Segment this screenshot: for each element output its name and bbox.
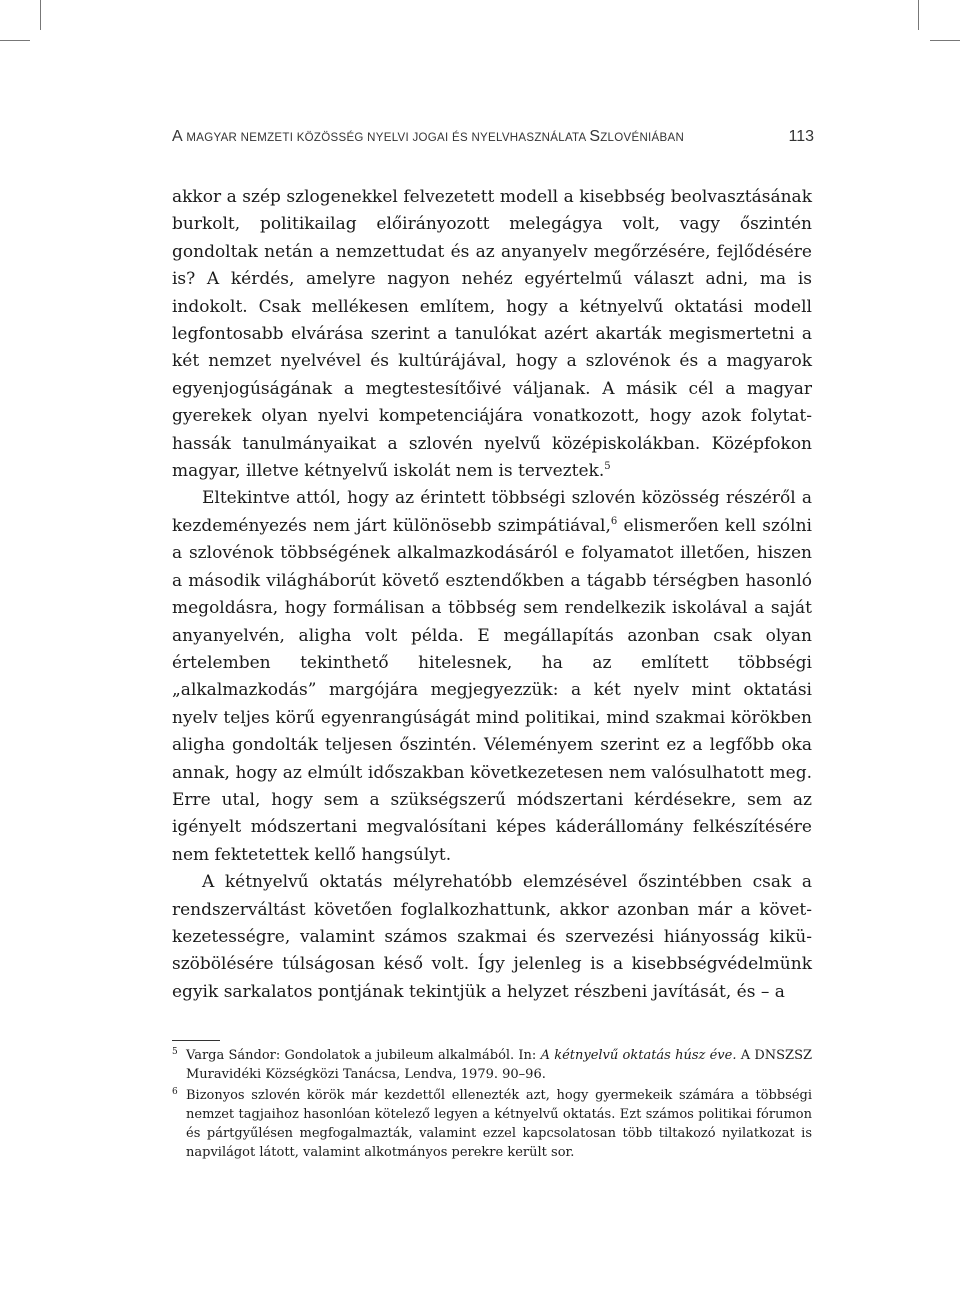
crop-mark-top-left — [40, 0, 41, 30]
body-text — [172, 184, 812, 1006]
paragraph-2-text-a: Eltekintve attól, hogy az érintett többségi szlovén közösség részéről a kezdeményezés nem járt különösebb szimpátiával, — [172, 488, 812, 536]
running-head-part-2: ZLOVÉNIÁBAN — [600, 132, 685, 144]
footnote-title-italic: A kétnyelvű oktatás húsz éve. — [540, 1048, 737, 1063]
running-head-capital: S — [589, 128, 601, 145]
footnote-text: Varga Sándor: Gondolatok a jubileum alkalmából. In: — [186, 1048, 541, 1063]
footnote-5 — [172, 1046, 812, 1085]
footnote-number: 6 — [172, 1086, 178, 1097]
running-head-initial: A — [172, 128, 183, 145]
paragraph-2 — [172, 485, 812, 869]
footnote-text-tail: A DNSZSZ Muravidéki Községközi Tanácsa, Lendva, 1979. 90–96. — [186, 1048, 813, 1083]
footnote-divider — [172, 1040, 220, 1041]
footnote-ref-6[interactable]: 6 — [610, 515, 618, 527]
footnote-number: 5 — [172, 1047, 178, 1057]
footnote-ref-5[interactable]: 5 — [604, 461, 611, 473]
paragraph-1 — [172, 184, 812, 485]
paragraph-1-text: akkor a szép szlogenekkel felvezetett modell a kisebbség beolvasztásának burkolt, politikailag előirányozott melegágya volt, vagy őszintén gondoltak netán a nemzettudat és az anyanyelv megőrzésére, fejlődésére is? A kérdés, amelyre nagyon nehéz egyértelmű választ adni, ma is indokolt. Csak mellékesen említem, hogy a kétnyelvű oktatási modell legfontosabb elvárása szerint a tanulókat azért akarták megismertetni a két nemzet nyelvével és kultúrájával, hogy a szlovénok és a magyarok egyenjogúságának a megtestesítőivé váljanak. A másik cél a magyar gyerekek olyan nyelvi kompetenciájára vonatkozott, hogy azok folytathassák tanulmányaikat a szlovén nyelvű középiskolákban. Középfokon magyar, illetve kétnyelvű iskolát nem is terveztek. — [172, 187, 812, 482]
paragraph-3: A kétnyelvű oktatás mélyrehatóbb elemzésével őszintébben csak a rendszerváltást követően foglalkozhattunk, akkor azonban már a következetességre, valamint számos szakmai és szervezési hiányosság kiküszöbölésére túlságosan késő volt. Így jelenleg is a kisebbségvédelmünk egyik sarkalatos pontjának tekintjük a helyzet részbeni javítását, és – a — [172, 872, 812, 1002]
crop-mark-top-right — [918, 0, 919, 30]
running-head — [172, 128, 812, 146]
paragraph-2-text-b: elismerően kell szólni a szlovénok többségének alkalmazkodásáról e folyamatot illetően, hiszen a második világháborút követő esztendőkben a tágabb térségben hasonló megoldásra, hogy formálisan a többség sem rendelkezik iskolával a saját anyanyelvén, aligha volt példa. E megállapítás azonban csak olyan értelemben tekinthető hitelesnek, ha az említett többségi „alkalmazkodás” margójára megjegyezzük: a két nyelv mint oktatási nyelv teljes körű egyenrangúságát mind politikai, mind szakmai körökben aligha gondolták teljesen őszintén. Véleményem szerint ez a legfőbb oka annak, hogy az elmúlt időszakban következetesen nem valósulhatott meg. Erre utal, hogy sem a szükségszerű módszertani kérdésekre, sem az igényelt módszertani megvalósítani képes káderállomány felkészítésére nem fektetettek kellő hangsúlyt. — [172, 515, 812, 865]
crop-mark-left-top — [0, 40, 30, 41]
running-head-part-1: MAGYAR NEMZETI KÖZÖSSÉG NYELVI JOGAI ÉS NYELVHASZNÁLATA — [182, 132, 590, 144]
footnote-6 — [172, 1086, 812, 1163]
crop-mark-right-top — [930, 40, 960, 41]
footnotes — [172, 1046, 812, 1164]
footnote-text: Bizonyos szlovén körök már kezdettől ellenezték azt, hogy gyermekeik számára a többségi nemzet tagjaihoz hasonlóan kötelező legyen a kétnyelvű oktatás. Ezt számos politikai fórumon és pártgyűlésen megfogalmazták, valamint ezzel kapcsolatosan több tiltakozó nyilatkozat is napvilágot látott, valamint alkotmányos perekre került sor. — [186, 1087, 812, 1161]
page-number: 113 — [788, 128, 814, 145]
